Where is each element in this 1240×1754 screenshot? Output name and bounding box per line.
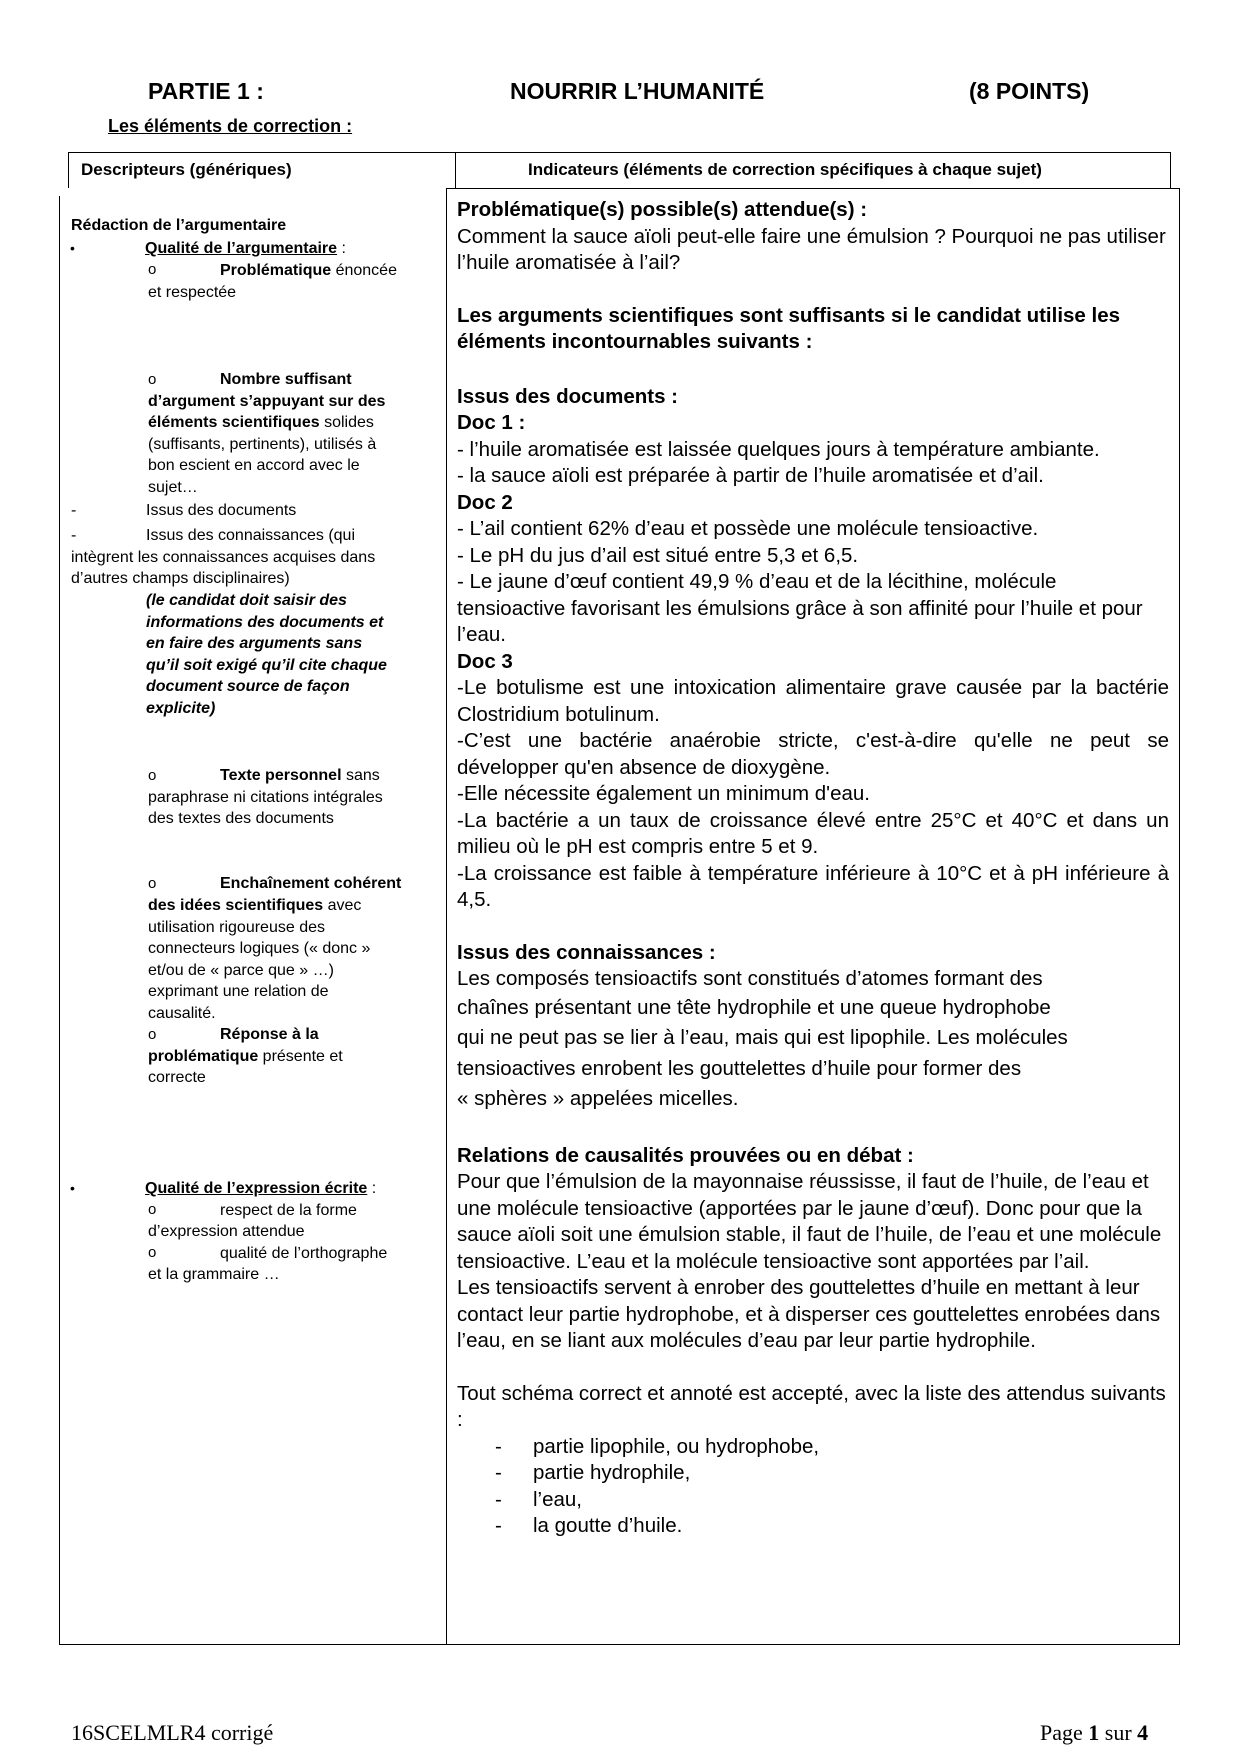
table-body-mid-border [446, 188, 447, 1645]
texte-line-3: des textes des documents [148, 810, 334, 827]
document-code: 16SCELMLR4 corrigé [71, 1720, 274, 1745]
nombre-line-1: Nombre suffisant [220, 371, 352, 388]
candidat-note-4: qu’il soit exigé qu’il cite chaque [146, 657, 387, 674]
table-header-right-border [1170, 152, 1171, 188]
doc1-title: Doc 1 : [457, 411, 526, 434]
issus-connaissances-title: Issus des connaissances : [457, 940, 716, 964]
table-header-left-border [68, 152, 69, 188]
relations-paragraph-1: Pour que l’émulsion de la mayonnaise réussisse, il faut de l’huile, de l’eau et une molécule tensioactive (apportées par le jaune d’œuf). Donc pour que la sauce aïoli soit une émulsion stable, il faut de l’huile, de l’eau et une molécule tensioactive. L’eau et la molécule tensioactive sont apportées par l’ail. [457, 1170, 1162, 1273]
schema-text: Tout schéma correct et annoté est accepté, avec la liste des attendus suivants : [457, 1381, 1166, 1431]
doc3-line: -La croissance est faible à température inférieure à 10°C et à pH inférieure à 4,5. [457, 861, 1169, 911]
reponse-2: problématique présente et [148, 1048, 343, 1065]
doc3-line: -Elle nécessite également un minimum d'eau. [457, 782, 870, 805]
col1-header: Descripteurs (génériques) [81, 160, 292, 179]
problematique-title: Problématique(s) possible(s) attendue(s) : [457, 198, 868, 221]
part-label: PARTIE 1 : [148, 78, 264, 104]
table-body-right-border [1179, 188, 1180, 1645]
issus-documents: Issus des documents [146, 502, 297, 519]
reponse-1: Réponse à la [220, 1026, 319, 1043]
respect-forme-1: respect de la forme [220, 1202, 357, 1219]
doc3-title: Doc 3 [457, 649, 513, 673]
issus-connaissances-3: d’autres champs disciplinaires) [71, 570, 290, 587]
circle-bullet-icon: o [148, 1244, 157, 1261]
enchainement-3: utilisation rigoureuse des [148, 919, 325, 936]
nombre-line-5: bon escient en accord avec le [148, 457, 360, 474]
doc3-line: -La bactérie a un taux de croissance élevé entre 25°C et 40°C et dans un milieu où le pH est compris entre 5 et 9. [457, 808, 1169, 858]
candidat-note-5: document source de façon [146, 678, 350, 695]
doc2-line: - Le jaune d’œuf contient 49,9 % d’eau et de la lécithine, molécule tensioactive favorisant les émulsions grâce à son affinité pour l’huile et pour l’eau. [457, 570, 1143, 646]
list-item: - partie lipophile, ou hydrophobe, [495, 1434, 820, 1458]
points-label: (8 POINTS) [969, 78, 1090, 104]
nombre-line-4: (suffisants, pertinents), utilisés à [148, 436, 377, 453]
candidat-note-1: (le candidat doit saisir des [146, 592, 347, 609]
circle-bullet-icon: o [148, 875, 157, 892]
connaissances-line: qui ne peut pas se lier à l’eau, mais qui est lipophile. Les molécules [457, 1026, 1068, 1049]
respect-forme-2: d’expression attendue [148, 1223, 305, 1240]
table-body-bottom-border [59, 1644, 1180, 1645]
candidat-note-2: informations des documents et [146, 614, 384, 631]
connaissances-line: « sphères » appelées micelles. [457, 1087, 739, 1110]
candidat-note-3: en faire des arguments sans [146, 635, 363, 652]
issus-connaissances-1: Issus des connaissances (qui [146, 527, 355, 544]
circle-bullet-icon: o [148, 371, 157, 388]
circle-bullet-icon: o [148, 261, 157, 278]
texte-line-2: paraphrase ni citations intégrales [148, 789, 383, 806]
reponse-3: correcte [148, 1069, 206, 1086]
orthographe-2: et la grammaire … [148, 1266, 280, 1283]
arguments-title: Les arguments scientifiques sont suffisants si le candidat utilise les éléments incontournables suivants : [457, 303, 1121, 353]
issus-documents-title: Issus des documents : [457, 384, 679, 408]
enchainement-7: causalité. [148, 1005, 216, 1022]
dash-icon: - [71, 527, 77, 544]
candidat-note-6: explicite) [146, 700, 216, 717]
table-body-top-border [446, 188, 1180, 189]
list-item: - partie hydrophile, [495, 1461, 691, 1484]
circle-bullet-icon: o [148, 767, 157, 784]
connaissances-line: Les composés tensioactifs sont constitués d’atomes formant des [457, 967, 1043, 990]
nombre-line-3: éléments scientifiques solides [148, 414, 374, 431]
circle-bullet-icon: o [148, 1201, 157, 1218]
page-number: Page 1 sur 4 [1040, 1720, 1149, 1745]
table-header-top-border [68, 152, 1170, 153]
nombre-line-2: d’argument s’appuyant sur des [148, 393, 386, 410]
relations-paragraph-2: Les tensioactifs servent à enrober des gouttelettes d’huile en mettant à leur contact leur partie hydrophobe, et à disperser ces gouttelettes enrobées dans l’eau, en se liant aux molécules d’eau par leur partie hydrophile. [457, 1276, 1161, 1352]
connaissances-line: tensioactives enrobent les gouttelettes d’huile pour former des [457, 1056, 1022, 1080]
table-header-mid-border [455, 152, 456, 188]
doc2-line: - Le pH du jus d’ail est situé entre 5,3 et 6,5. [457, 543, 859, 567]
redaction-title: Rédaction de l’argumentaire [71, 217, 287, 234]
enchainement-1: Enchaînement cohérent [220, 875, 402, 892]
dash-icon: - [71, 502, 77, 519]
list-item: - l’eau, [495, 1487, 583, 1511]
texte-personnel: Texte personnel sans [220, 767, 380, 784]
problematique-line-2: et respectée [148, 284, 237, 301]
bullet-icon: • [70, 240, 75, 256]
circle-bullet-icon: o [148, 1026, 157, 1043]
page-title: NOURRIR L’HUMANITÉ [510, 78, 765, 104]
doc3-line: -Le botulisme est une intoxication alimentaire grave causée par la bactérie Clostridium botulinum. [457, 676, 1169, 726]
list-item: - la goutte d’huile. [495, 1514, 683, 1537]
doc1-line: - l’huile aromatisée est laissée quelques jours à température ambiante. [457, 437, 1100, 461]
doc2-line: - L’ail contient 62% d’eau et possède une molécule tensioactive. [457, 517, 1039, 540]
connaissances-line: chaînes présentant une tête hydrophile et une queue hydrophobe [457, 995, 1051, 1019]
bullet-icon: • [70, 1180, 75, 1196]
doc2-title: Doc 2 [457, 490, 513, 514]
enchainement-2: des idées scientifiques avec [148, 897, 362, 914]
connaissances-text [457, 966, 1169, 1115]
enchainement-4: connecteurs logiques (« donc » [148, 940, 371, 957]
issus-connaissances-2: intègrent les connaissances acquises dans [71, 549, 376, 566]
subtitle: Les éléments de correction : [108, 116, 353, 136]
schema-list [457, 1434, 1169, 1540]
table-body-left-border [59, 196, 60, 1645]
enchainement-5: et/ou de « parce que » …) [148, 962, 334, 979]
orthographe-1: qualité de l’orthographe [220, 1245, 388, 1262]
doc3-line: -C’est une bactérie anaérobie stricte, c'est-à-dire qu'elle ne peut se développer qu'en absence de dioxygène. [457, 729, 1169, 779]
col2-header: Indicateurs (éléments de correction spécifiques à chaque sujet) [528, 160, 1042, 179]
nombre-line-6: sujet… [148, 479, 198, 496]
indicateurs-column [457, 197, 1169, 1540]
qualite-argumentaire: Qualité de l’argumentaire : [145, 240, 346, 257]
relations-title: Relations de causalités prouvées ou en débat : [457, 1143, 914, 1167]
doc1-line: - la sauce aïoli est préparée à partir de l’huile aromatisée et d’ail. [457, 464, 1044, 487]
problematique-text: Comment la sauce aïoli peut-elle faire une émulsion ? Pourquoi ne pas utiliser l’huile aromatisée à l’ail? [457, 224, 1166, 274]
enchainement-6: exprimant une relation de [148, 983, 329, 1000]
qualite-expression: Qualité de l’expression écrite : [145, 1180, 377, 1197]
problematique-line: Problématique énoncée [220, 262, 397, 279]
